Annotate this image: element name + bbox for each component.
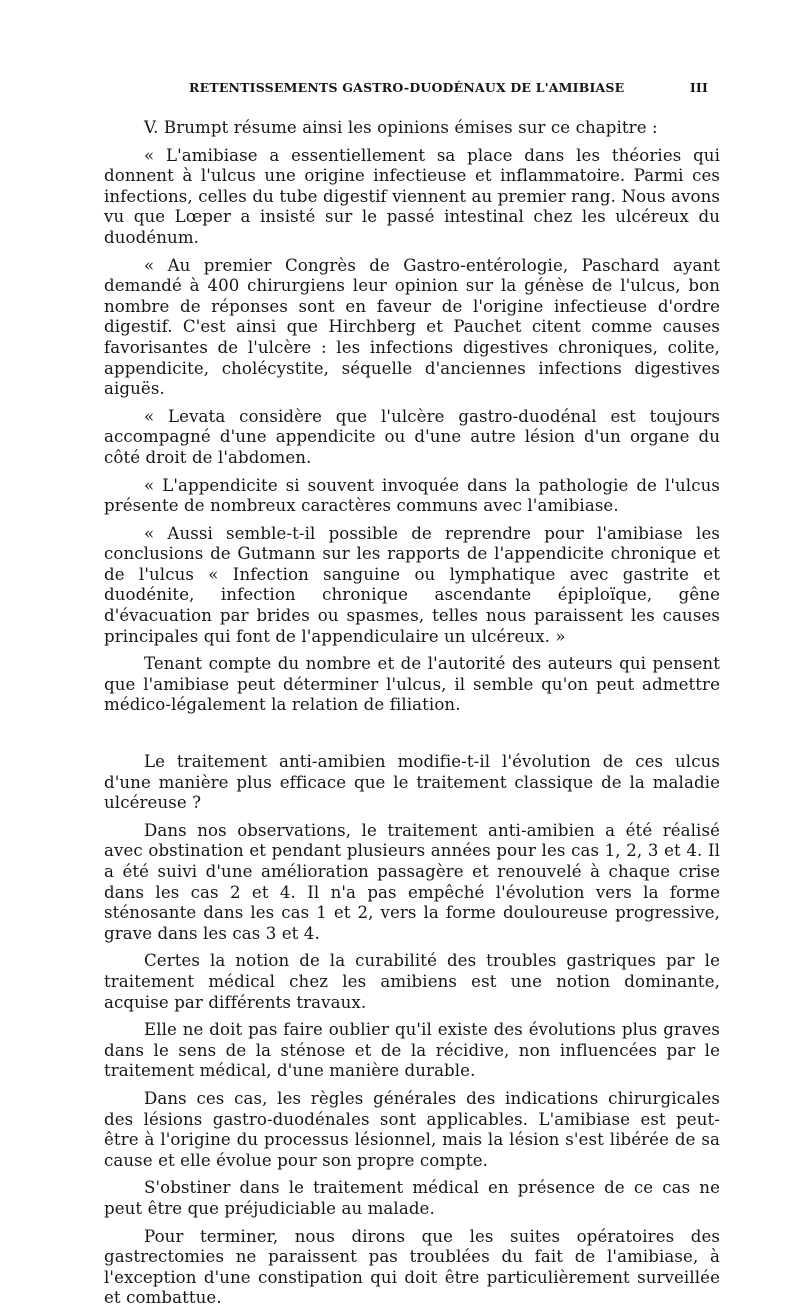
paragraph: Tenant compte du nombre et de l'autorité des auteurs qui pensent que l'amibiase peut déterminer l'ulcus, il semble qu'on peut admettre médico-légalement la relation de filiation.: [104, 654, 720, 715]
paragraph: Dans nos observations, le traitement anti-amibien a été réalisé avec obstination et pendant plusieurs années pour les cas 1, 2, 3 et 4. Il a été suivi d'une amélioration passagère et renouvelé à chaque crise dans les cas 2 et 4. Il n'a pas empêché l'évolution vers la forme sténosante dans les cas 1 et 2, vers la forme douloureuse progressive, grave dans les cas 3 et 4.: [104, 820, 720, 943]
paragraph: « Levata considère que l'ulcère gastro-duodénal est toujours accompagné d'une appendicite ou d'une autre lésion d'un organe du côté droit de l'abdomen.: [104, 406, 720, 467]
paragraph: Le traitement anti-amibien modifie-t-il l'évolution de ces ulcus d'une manière plus efficace que le traitement classique de la maladie ulcéreuse ?: [104, 752, 720, 813]
running-title: RETENTISSEMENTS GASTRO-DUODÉNAUX DE L'AMIBIASE: [189, 80, 625, 95]
paragraph: Pour terminer, nous dirons que les suites opératoires des gastrectomies ne paraissent pas troublées du fait de l'amibiase, à l'exception d'une constipation qui doit être particulièrement surveillée et combattue.: [104, 1226, 720, 1308]
paragraph: V. Brumpt résume ainsi les opinions émises sur ce chapitre :: [144, 118, 658, 137]
paragraph: « Au premier Congrès de Gastro-entérologie, Paschard ayant demandé à 400 chirurgiens leur opinion sur la génèse de l'ulcus, bon nombre de réponses sont en faveur de l'origine infectieuse d'ordre digestif. C'est ainsi que Hirchberg et Pauchet citent comme causes favorisantes de l'ulcère : les infections digestives chroniques, colite, appendicite, cholécystite, séquelle d'anciennes infections digestives aiguës.: [104, 255, 720, 399]
paragraph: « L'appendicite si souvent invoquée dans la pathologie de l'ulcus présente de nombreux caractères communs avec l'amibiase.: [104, 475, 720, 516]
paragraph: Certes la notion de la curabilité des troubles gastriques par le traitement médical chez les amibiens est une notion dominante, acquise par différents travaux.: [104, 951, 720, 1012]
paragraph: Elle ne doit pas faire oublier qu'il existe des évolutions plus graves dans le sens de la sténose et de la récidive, non influencées par le traitement médical, d'une manière durable.: [104, 1020, 720, 1081]
page-number: III: [689, 80, 708, 95]
paragraph: « L'amibiase a essentiellement sa place dans les théories qui donnent à l'ulcus une origine infectieuse et inflammatoire. Parmi ces infections, celles du tube digestif viennent au premier rang. Nous avons vu que Lœper a insisté sur le passé intestinal chez les ulcéreux du duodénum.: [104, 145, 720, 247]
body-text: [104, 118, 720, 1316]
paragraph: S'obstiner dans le traitement médical en présence de ce cas ne peut être que préjudiciable au malade.: [104, 1178, 720, 1218]
paragraph: « Aussi semble-t-il possible de reprendre pour l'amibiase les conclusions de Gutmann sur les rapports de l'appendicite chronique et de l'ulcus « Infection sanguine ou lymphatique avec gastrite et duodénite, infection chronique ascendante épiploïque, gêne d'évacuation par brides ou spasmes, telles nous paraissent les causes principales qui font de l'appendiculaire un ulcéreux. »: [104, 523, 720, 646]
paragraph: Dans ces cas, les règles générales des indications chirurgicales des lésions gastro-duodénales sont applicables. L'amibiase est peut-être à l'origine du processus lésionnel, mais la lésion s'est libérée de sa cause et elle évolue pour son propre compte.: [104, 1088, 720, 1170]
running-header: [104, 80, 708, 100]
